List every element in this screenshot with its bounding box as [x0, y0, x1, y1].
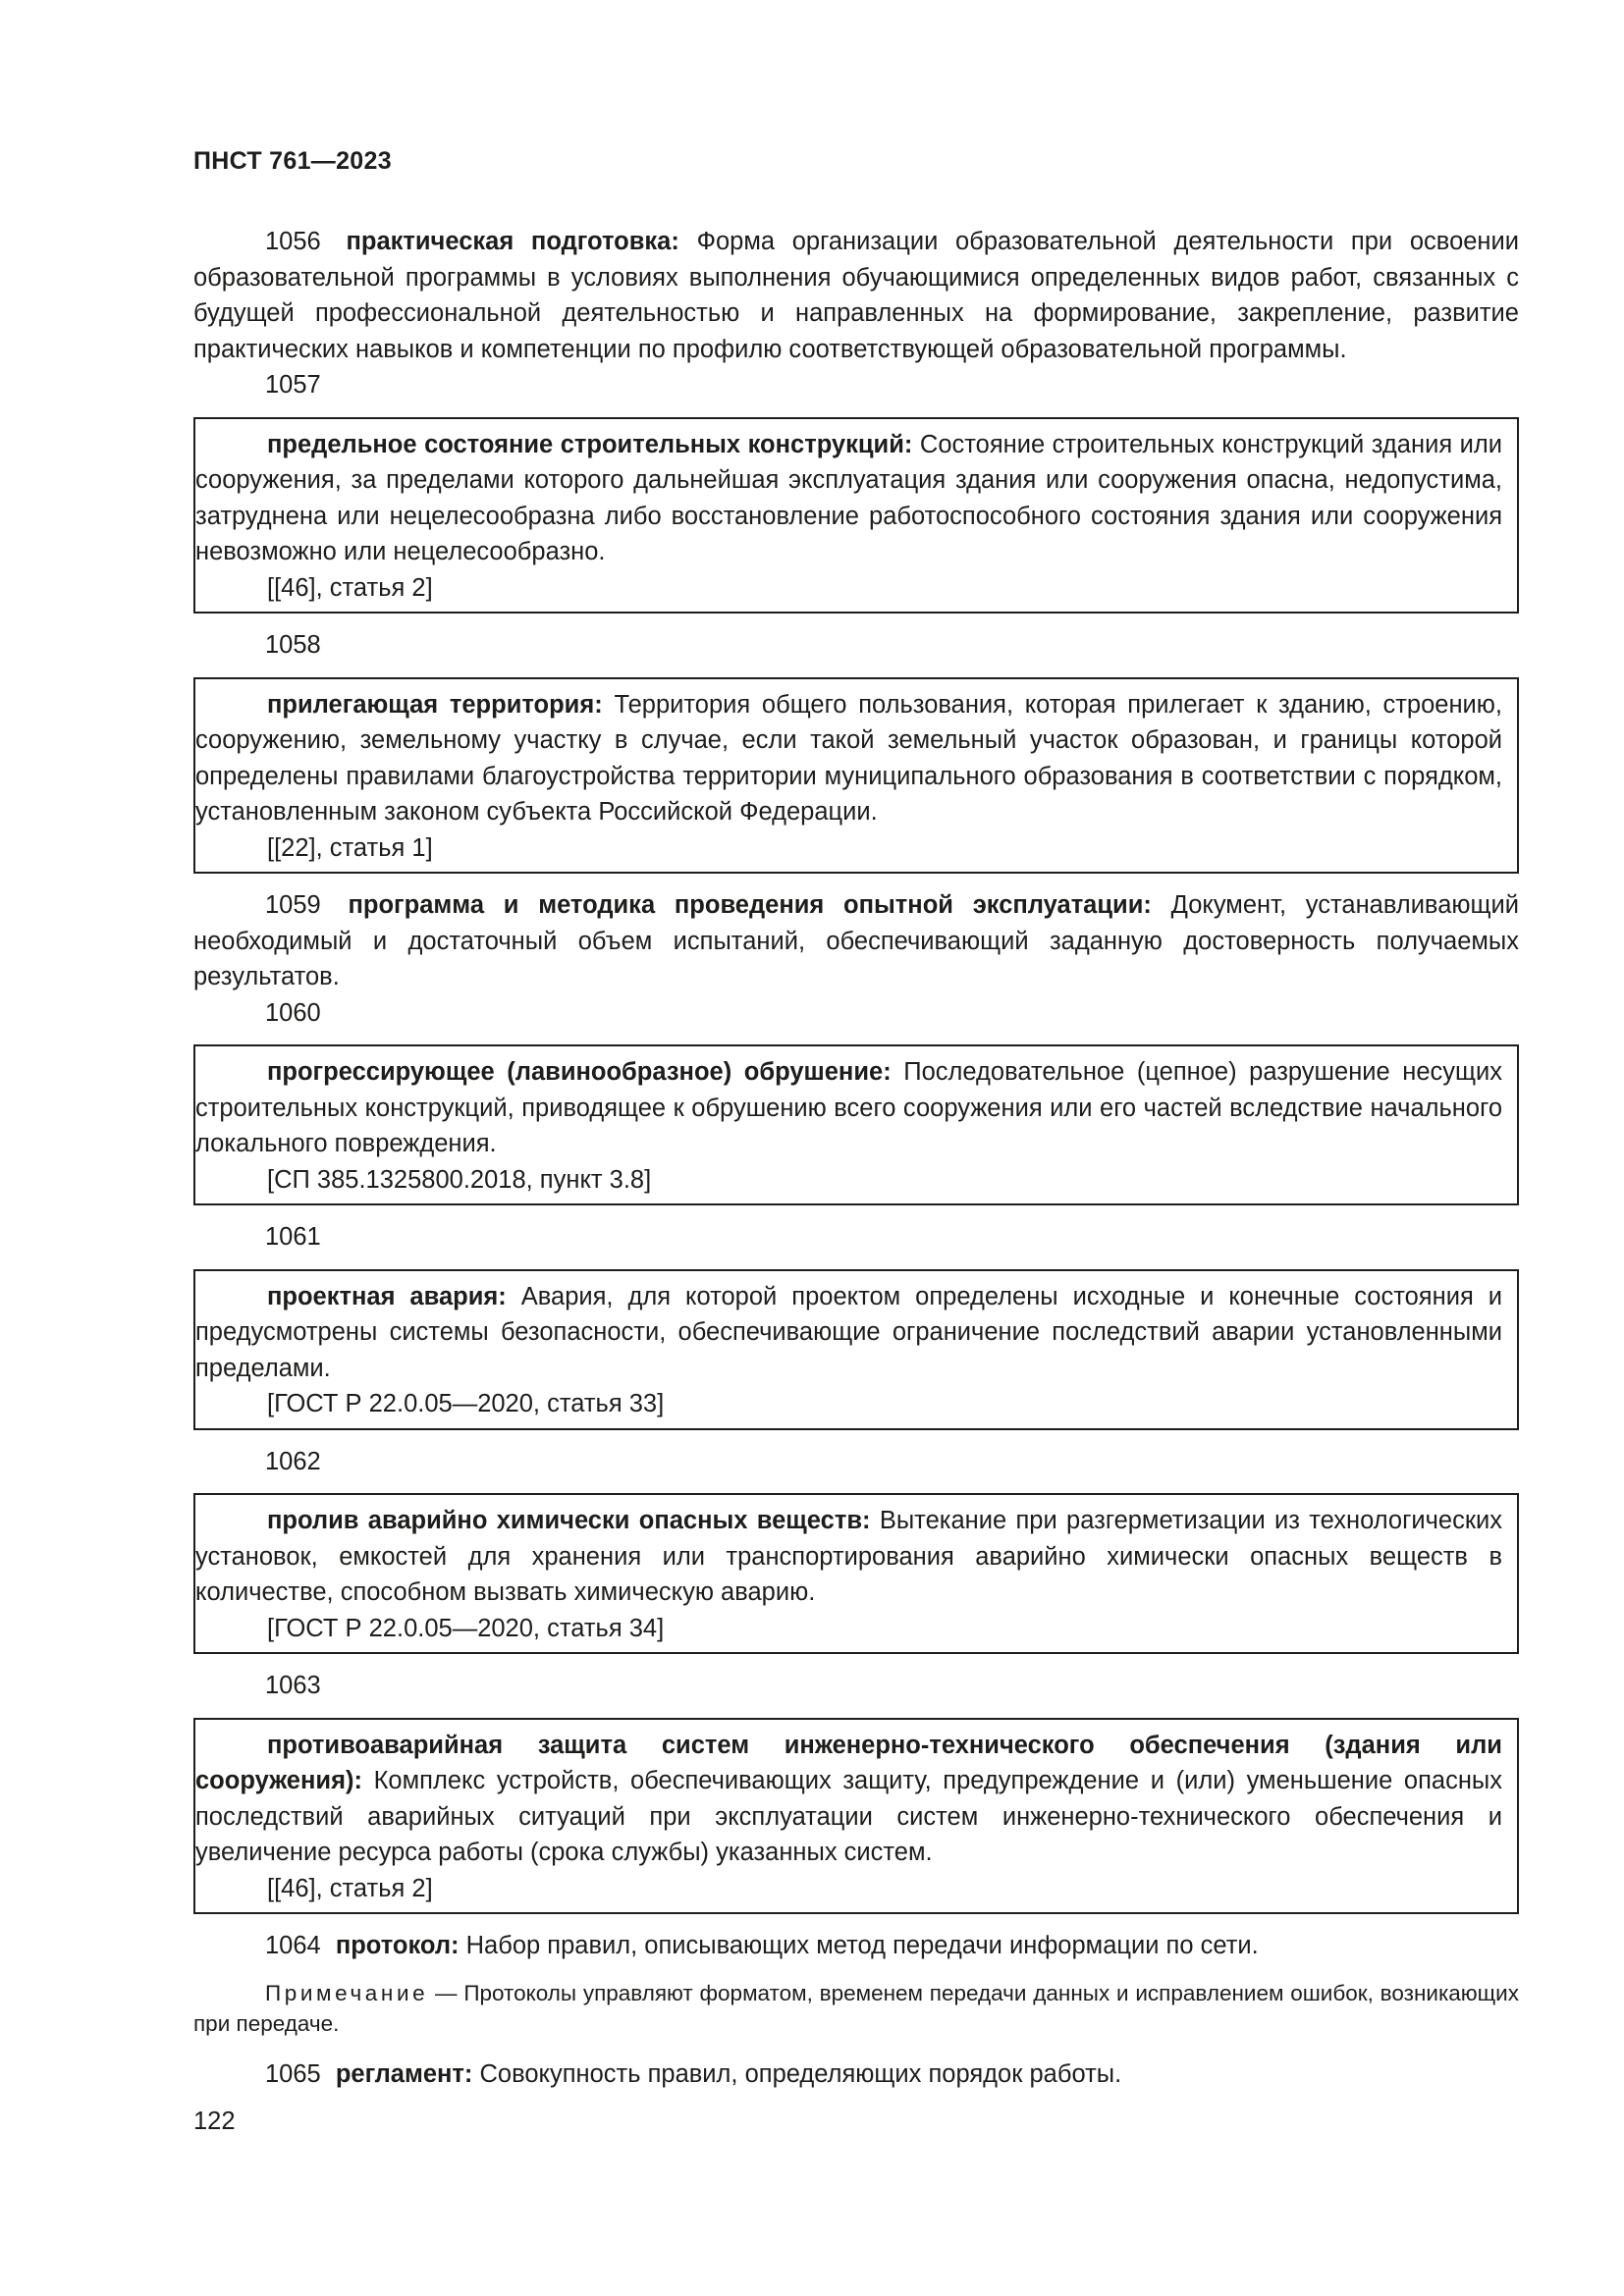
term-definition: Авария, для которой проектом определены исходные и конечные состояния и предусмотрены системы безопасности, обеспечивающие ограничение последствий аварии установленными пределами.: [195, 1282, 1502, 1382]
term-definition: Документ, устанавливающий необходимый и достаточный объем испытаний, обеспечивающий заданную достоверность получаемых результатов.: [193, 891, 1519, 990]
entry-number-1057: 1057: [265, 371, 321, 399]
entry-number-1063: 1063: [265, 1672, 321, 1699]
term-definition: Форма организации образовательной деятельности при освоении образовательной программы в условиях выполнения обучающимися определенных видов работ, связанных с будущей профессиональной деятельностью и направленных на формирование, закрепление, развитие практических навыков и компетенции по профилю соответствующей образовательной программы.: [193, 228, 1519, 363]
entry-number: 1059: [265, 891, 321, 919]
term-title: проектная авария:: [267, 1282, 507, 1310]
term-title: противоаварийная защита систем инженерно-технического обеспечения (здания или сооружения):: [195, 1731, 1502, 1794]
term-box-1062: [193, 1493, 1519, 1654]
term-title: пролив аварийно химически опасных веществ:: [267, 1507, 871, 1534]
term-source: [СП 385.1325800.2018, пункт 3.8]: [267, 1165, 652, 1194]
term-title: практическая подготовка:: [346, 228, 679, 255]
term-title: протокол:: [335, 1932, 460, 1959]
term-source: [[46], статья 2]: [267, 573, 433, 602]
term-definition: Набор правил, описывающих метод передачи информации по сети.: [465, 1932, 1259, 1959]
term-definition: Комплекс устройств, обеспечивающих защиту, предупреждение и (или) уменьшение опасных последствий аварийных ситуаций при эксплуатации систем инженерно-технического обеспечения и увеличение ресурса работы (срока службы) указанных систем.: [195, 1767, 1502, 1866]
term-entry-1056: [193, 224, 1519, 367]
term-box-1058: [193, 677, 1519, 875]
term-definition: Территория общего пользования, которая прилегает к зданию, строению, сооружению, земельному участку в случае, если такой земельный участок образован, и границы которой определены правилами благоустройства территории муниципального образования в соответствии с порядком, установленным законом субъекта Российской Федерации.: [195, 690, 1502, 826]
entry-number: 1064: [265, 1932, 321, 1959]
document-code-header: ПНСТ 761—2023: [193, 147, 392, 175]
entry-number: 1056: [265, 228, 321, 255]
term-definition: Последовательное (цепное) разрушение несущих строительных конструкций, приводящее к обрушению всего сооружения или его частей вследствие начального локального повреждения.: [195, 1058, 1502, 1157]
note-1064: [193, 1978, 1519, 2039]
term-entry-1059: [193, 887, 1519, 995]
entry-number-1061: 1061: [265, 1223, 321, 1251]
entry-number-1062: 1062: [265, 1447, 321, 1475]
page-number: 122: [193, 2108, 236, 2135]
term-title: предельное состояние строительных конструкций:: [267, 430, 913, 458]
document-body: [193, 224, 1519, 2140]
term-source: [ГОСТ Р 22.0.05—2020, статья 33]: [267, 1390, 665, 1417]
term-definition: Состояние строительных конструкций здания или сооружения, за пределами которого дальнейшая эксплуатация здания или сооружения опасна, недопустима, затруднена или нецелесообразна либо восстановление работоспособного состояния здания или сооружения невозможно или нецелесообразно.: [195, 430, 1502, 565]
term-definition: Вытекание при разгерметизации из технологических установок, емкостей для хранения или транспортирования аварийно химически опасных веществ в количестве, способном вызвать химическую аварию.: [195, 1507, 1503, 1606]
term-box-1060: [193, 1044, 1519, 1205]
term-title: программа и методика проведения опытной эксплуатации:: [348, 891, 1152, 919]
term-definition: Совокупность правил, определяющих порядок работы.: [479, 2059, 1122, 2088]
term-entry-1064: [193, 1928, 1519, 1964]
note-label: Примечание: [265, 1980, 429, 2005]
term-title: регламент:: [335, 2059, 473, 2088]
term-box-1057: [193, 417, 1519, 614]
entry-number-1058: 1058: [265, 631, 321, 659]
term-entry-1065: [193, 2056, 1519, 2093]
term-box-1061: [193, 1269, 1519, 1430]
term-source: [[46], статья 2]: [267, 1874, 433, 1902]
entry-number: 1065: [265, 2059, 321, 2088]
term-source: [[22], статья 1]: [267, 833, 433, 862]
entry-number-1060: 1060: [265, 998, 321, 1027]
term-title: прилегающая территория:: [267, 690, 603, 719]
term-title: прогрессирующее (лавинообразное) обрушение:: [267, 1058, 892, 1086]
term-source: [ГОСТ Р 22.0.05—2020, статья 34]: [267, 1614, 665, 1642]
note-text: — Протоколы управляют форматом, временем передачи данных и исправлением ошибок, возникающих при передаче.: [193, 1980, 1519, 2036]
term-box-1063: [193, 1718, 1519, 1915]
